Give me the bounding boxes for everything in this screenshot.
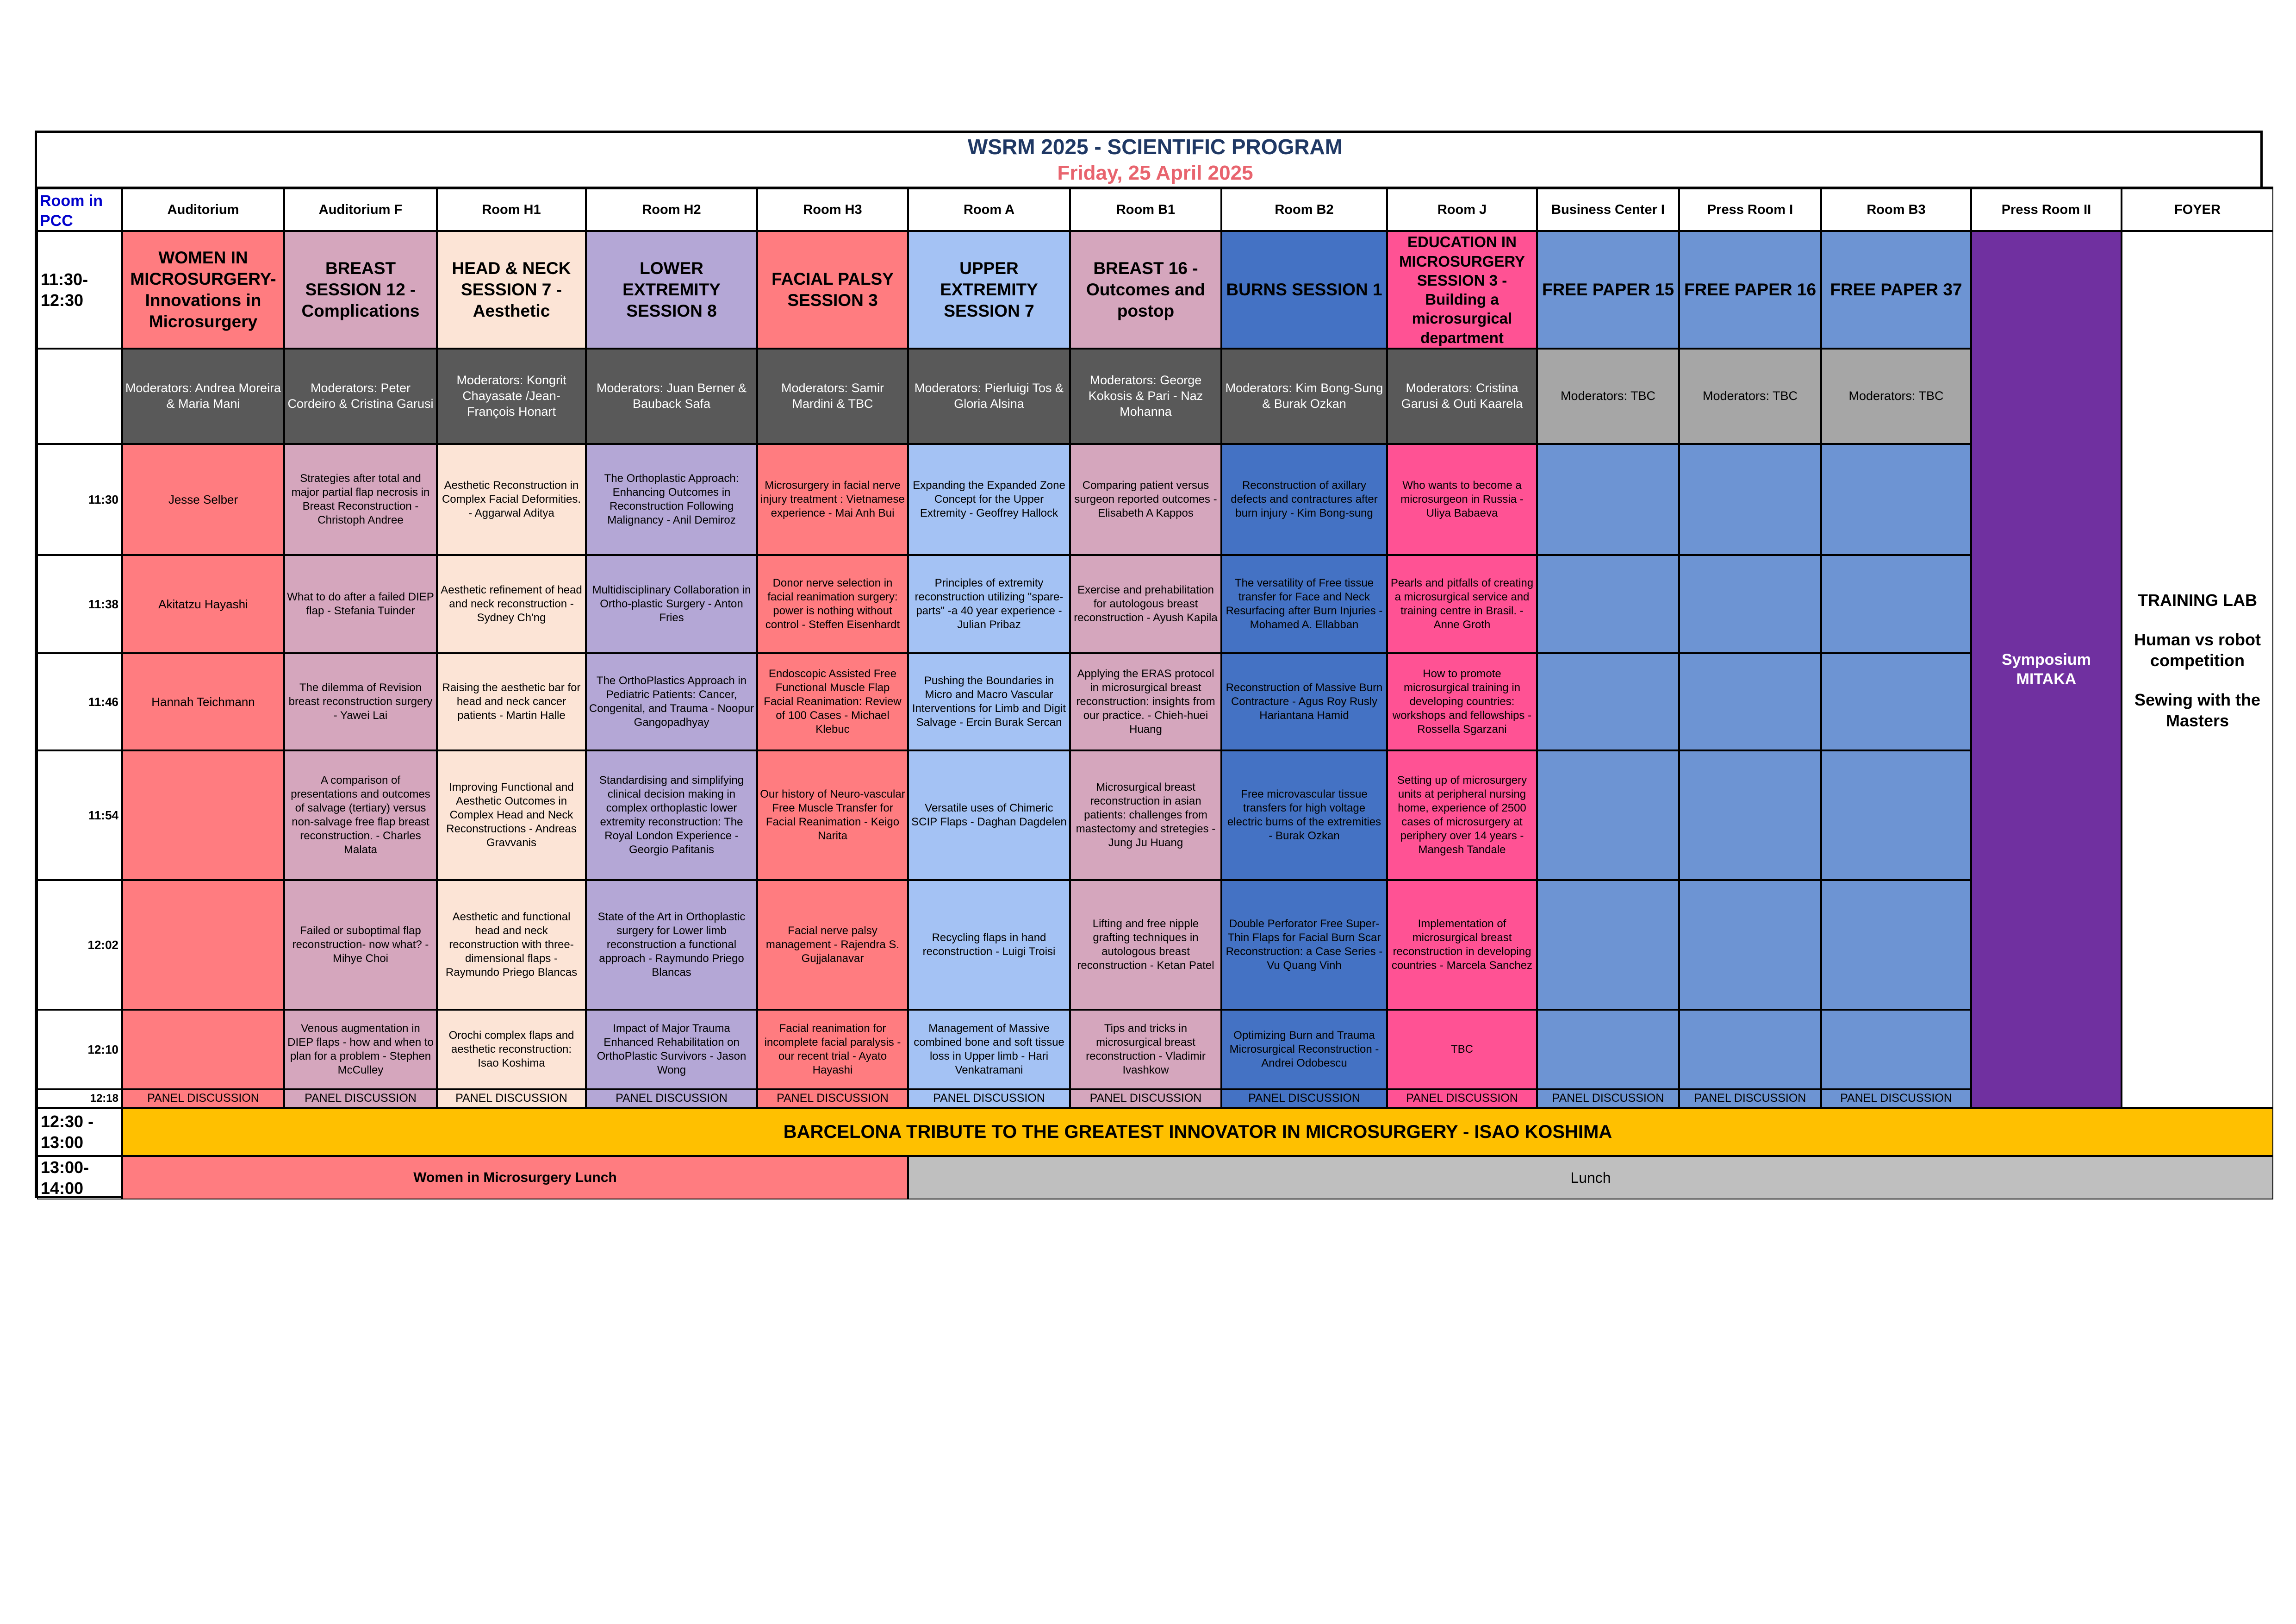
session-title: EDUCATION IN MICROSURGERY SESSION 3 - Building a microsurgical department	[1387, 231, 1537, 349]
room-header: Room H1	[437, 188, 586, 231]
moderators: Moderators: George Kokosis & Pari - Naz Mohanna	[1070, 349, 1221, 444]
panel-discussion: PANEL DISCUSSION	[437, 1089, 586, 1108]
talk	[1679, 653, 1821, 750]
talk: Tips and tricks in microsurgical breast reconstruction - Vladimir Ivashkow	[1070, 1010, 1221, 1089]
talk	[1537, 750, 1679, 880]
room-header: FOYER	[2122, 188, 2273, 231]
talk: Versatile uses of Chimeric SCIP Flaps - Daghan Dagdelen	[908, 750, 1070, 880]
panel-discussion: PANEL DISCUSSION	[1070, 1089, 1221, 1108]
talk: Endoscopic Assisted Free Functional Muscle Flap Facial Reanimation: Review of 100 Cases - Michael Klebuc	[757, 653, 908, 750]
talk: Optimizing Burn and Trauma Microsurgical Reconstruction - Andrei Odobescu	[1221, 1010, 1387, 1089]
foyer-training-lab	[2122, 231, 2273, 1108]
room-header: Auditorium F	[284, 188, 437, 231]
symposium-mitaka: Symposium MITAKA	[1971, 231, 2122, 1108]
talk: The versatility of Free tissue transfer for Face and Neck Resurfacing after Burn Injuries - Mohamed A. Ellabban	[1221, 555, 1387, 653]
talk: Strategies after total and major partial flap necrosis in Breast Reconstruction - Christoph Andree	[284, 444, 437, 555]
talk	[122, 880, 284, 1010]
talk: Free microvascular tissue transfers for high voltage electric burns of the extremities - Burak Ozkan	[1221, 750, 1387, 880]
talk: Orochi complex flaps and aesthetic reconstruction: Isao Koshima	[437, 1010, 586, 1089]
foyer-item: Human vs robot competition	[2134, 630, 2261, 670]
talk: Reconstruction of axillary defects and contractures after burn injury - Kim Bong-sung	[1221, 444, 1387, 555]
room-header: Room B3	[1821, 188, 1971, 231]
program-date: Friday, 25 April 2025	[1057, 162, 1253, 185]
session-title: LOWER EXTREMITY SESSION 8	[586, 231, 757, 349]
moderators: Moderators: Cristina Garusi & Outi Kaarela	[1387, 349, 1537, 444]
panel-discussion: PANEL DISCUSSION	[1387, 1089, 1537, 1108]
talk: Pushing the Boundaries in Micro and Macro Vascular Interventions for Limb and Digit Salvage - Ercin Burak Sercan	[908, 653, 1070, 750]
talk: Expanding the Expanded Zone Concept for the Upper Extremity - Geoffrey Hallock	[908, 444, 1070, 555]
talk	[1679, 750, 1821, 880]
talk: Impact of Major Trauma Enhanced Rehabilitation on OrthoPlastic Survivors - Jason Wong	[586, 1010, 757, 1089]
talk: A comparison of presentations and outcomes of salvage (tertiary) versus non-salvage free flap breast reconstruction. - Charles Malata	[284, 750, 437, 880]
talk-time: 12:02	[37, 880, 122, 1010]
talk	[1679, 880, 1821, 1010]
panel-discussion: PANEL DISCUSSION	[757, 1089, 908, 1108]
room-header: Room A	[908, 188, 1070, 231]
talk: Reconstruction of Massive Burn Contracture - Agus Roy Rusly Hariantana Hamid	[1221, 653, 1387, 750]
panel-discussion: PANEL DISCUSSION	[1537, 1089, 1679, 1108]
moderators: Moderators: Samir Mardini & TBC	[757, 349, 908, 444]
room-header: Press Room I	[1679, 188, 1821, 231]
talk-time: 11:46	[37, 653, 122, 750]
room-header: Room B2	[1221, 188, 1387, 231]
talk: Raising the aesthetic bar for head and neck cancer patients - Martin Halle	[437, 653, 586, 750]
panel-discussion: PANEL DISCUSSION	[908, 1089, 1070, 1108]
talk: Recycling flaps in hand reconstruction - Luigi Troisi	[908, 880, 1070, 1010]
moderators: Moderators: Juan Berner & Bauback Safa	[586, 349, 757, 444]
talk	[1679, 555, 1821, 653]
session-title: FREE PAPER 16	[1679, 231, 1821, 349]
talk: What to do after a failed DIEP flap - Stefania Tuinder	[284, 555, 437, 653]
talk: The OrthoPlastics Approach in Pediatric Patients: Cancer, Congenital, and Trauma - Noopur Gangopadhyay	[586, 653, 757, 750]
talk	[1537, 555, 1679, 653]
session-title: HEAD & NECK SESSION 7 - Aesthetic	[437, 231, 586, 349]
session-title: BREAST 16 - Outcomes and postop	[1070, 231, 1221, 349]
panel-discussion: PANEL DISCUSSION	[1221, 1089, 1387, 1108]
talk: Applying the ERAS protocol in microsurgical breast reconstruction: insights from our practice. - Chieh-huei Huang	[1070, 653, 1221, 750]
talk: Failed or suboptimal flap reconstruction- now what? - Mihye Choi	[284, 880, 437, 1010]
moderators: Moderators: Pierluigi Tos & Gloria Alsina	[908, 349, 1070, 444]
session-title: BURNS SESSION 1	[1221, 231, 1387, 349]
room-header: Room J	[1387, 188, 1537, 231]
moderators: Moderators: TBC	[1537, 349, 1679, 444]
talk-time: 11:38	[37, 555, 122, 653]
tribute-banner: BARCELONA TRIBUTE TO THE GREATEST INNOVATOR IN MICROSURGERY - ISAO KOSHIMA	[122, 1108, 2273, 1156]
session-title: FACIAL PALSY SESSION 3	[757, 231, 908, 349]
session-title: WOMEN IN MICROSURGERY- Innovations in Microsurgery	[122, 231, 284, 349]
program-header	[37, 133, 2273, 188]
talk: Our history of Neuro-vascular Free Muscle Transfer for Facial Reanimation - Keigo Narita	[757, 750, 908, 880]
talk: Microsurgical breast reconstruction in asian patients: challenges from mastectomy and stretegies - Jung Ju Huang	[1070, 750, 1221, 880]
talk: Pearls and pitfalls of creating a microsurgical service and training centre in Brasil. - Anne Groth	[1387, 555, 1537, 653]
talk: TBC	[1387, 1010, 1537, 1089]
talk-time: 12:18	[37, 1089, 122, 1108]
moderators-time-blank	[37, 349, 122, 444]
talk	[1821, 1010, 1971, 1089]
room-label: Room in PCC	[37, 188, 122, 231]
foyer-item: Sewing with the Masters	[2134, 690, 2260, 730]
program-grid	[35, 131, 2263, 1198]
moderators: Moderators: TBC	[1679, 349, 1821, 444]
talk: Aesthetic refinement of head and neck reconstruction - Sydney Ch'ng	[437, 555, 586, 653]
talk: Facial reanimation for incomplete facial paralysis - our recent trial - Ayato Hayashi	[757, 1010, 908, 1089]
room-header: Room H3	[757, 188, 908, 231]
talk: Lifting and free nipple grafting techniques in autologous breast reconstruction - Ketan Patel	[1070, 880, 1221, 1010]
session-title: UPPER EXTREMITY SESSION 7	[908, 231, 1070, 349]
talk: Aesthetic Reconstruction in Complex Facial Deformities. - Aggarwal Aditya	[437, 444, 586, 555]
talk-time: 11:54	[37, 750, 122, 880]
talk: Standardising and simplifying clinical decision making in complex orthoplastic lower extremity reconstruction: The Royal London Experience - Georgio Pafitanis	[586, 750, 757, 880]
tribute-time: 12:30 - 13:00	[37, 1108, 122, 1156]
page-title: WSRM 2025 - SCIENTIFIC PROGRAM	[967, 134, 1343, 159]
talk: Setting up of microsurgery units at peripheral nursing home, experience of 2500 cases of microsurgery at periphery over 14 years - Mangesh Tandale	[1387, 750, 1537, 880]
talk-time: 12:10	[37, 1010, 122, 1089]
moderators: Moderators: Andrea Moreira & Maria Mani	[122, 349, 284, 444]
moderators: Moderators: Kim Bong-Sung & Burak Ozkan	[1221, 349, 1387, 444]
moderators: Moderators: Peter Cordeiro & Cristina Garusi	[284, 349, 437, 444]
talk: Implementation of microsurgical breast reconstruction in developing countries - Marcela Sanchez	[1387, 880, 1537, 1010]
room-header: Room B1	[1070, 188, 1221, 231]
talk	[1537, 653, 1679, 750]
talk: Improving Functional and Aesthetic Outcomes in Complex Head and Neck Reconstructions - Andreas Gravvanis	[437, 750, 586, 880]
talk: The dilemma of Revision breast reconstruction surgery - Yawei Lai	[284, 653, 437, 750]
moderators: Moderators: Kongrit Chayasate /Jean-François Honart	[437, 349, 586, 444]
talk: Exercise and prehabilitation for autologous breast reconstruction - Ayush Kapila	[1070, 555, 1221, 653]
talk	[122, 750, 284, 880]
session-time: 11:30-12:30	[37, 231, 122, 349]
room-header: Room H2	[586, 188, 757, 231]
talk: Akitatzu Hayashi	[122, 555, 284, 653]
talk: Double Perforator Free Super-Thin Flaps for Facial Burn Scar Reconstruction: a Case Series - Vu Quang Vinh	[1221, 880, 1387, 1010]
talk: Hannah Teichmann	[122, 653, 284, 750]
talk	[1821, 444, 1971, 555]
talk: Aesthetic and functional head and neck reconstruction with three-dimensional flaps - Raymundo Priego Blancas	[437, 880, 586, 1010]
talk	[1537, 444, 1679, 555]
talk: Venous augmentation in DIEP flaps - how and when to plan for a problem - Stephen McCulley	[284, 1010, 437, 1089]
talk	[1821, 750, 1971, 880]
talk: How to promote microsurgical training in developing countries: workshops and fellowships - Rossella Sgarzani	[1387, 653, 1537, 750]
panel-discussion: PANEL DISCUSSION	[284, 1089, 437, 1108]
talk: The Orthoplastic Approach: Enhancing Outcomes in Reconstruction Following Malignancy - Anil Demiroz	[586, 444, 757, 555]
lunch: Lunch	[908, 1156, 2273, 1199]
talk: Comparing patient versus surgeon reported outcomes - Elisabeth A Kappos	[1070, 444, 1221, 555]
talk	[1537, 1010, 1679, 1089]
panel-discussion: PANEL DISCUSSION	[1821, 1089, 1971, 1108]
moderators: Moderators: TBC	[1821, 349, 1971, 444]
talk-time: 11:30	[37, 444, 122, 555]
talk: Jesse Selber	[122, 444, 284, 555]
women-lunch: Women in Microsurgery Lunch	[122, 1156, 908, 1199]
talk: Multidisciplinary Collaboration in Ortho-plastic Surgery - Anton Fries	[586, 555, 757, 653]
foyer-item: TRAINING LAB	[2138, 590, 2257, 610]
talk	[1679, 1010, 1821, 1089]
session-title: FREE PAPER 37	[1821, 231, 1971, 349]
session-title: BREAST SESSION 12 - Complications	[284, 231, 437, 349]
session-title: FREE PAPER 15	[1537, 231, 1679, 349]
talk	[1821, 653, 1971, 750]
talk: Facial nerve palsy management - Rajendra S. Gujjalanavar	[757, 880, 908, 1010]
talk: Principles of extremity reconstruction utilizing "spare-parts" -a 40 year experience - Julian Pribaz	[908, 555, 1070, 653]
talk: Donor nerve selection in facial reanimation surgery: power is nothing without control - Steffen Eisenhardt	[757, 555, 908, 653]
talk: Who wants to become a microsurgeon in Russia - Uliya Babaeva	[1387, 444, 1537, 555]
talk: State of the Art in Orthoplastic surgery for Lower limb reconstruction a functional approach - Raymundo Priego Blancas	[586, 880, 757, 1010]
talk: Microsurgery in facial nerve injury treatment : Vietnamese experience - Mai Anh Bui	[757, 444, 908, 555]
talk: Management of Massive combined bone and soft tissue loss in Upper limb - Hari Venkatramani	[908, 1010, 1070, 1089]
room-header: Press Room II	[1971, 188, 2122, 231]
talk	[122, 1010, 284, 1089]
panel-discussion: PANEL DISCUSSION	[586, 1089, 757, 1108]
lunch-time: 13:00- 14:00	[37, 1156, 122, 1199]
talk	[1821, 880, 1971, 1010]
talk	[1821, 555, 1971, 653]
talk	[1679, 444, 1821, 555]
room-header: Auditorium	[122, 188, 284, 231]
room-header: Business Center I	[1537, 188, 1679, 231]
panel-discussion: PANEL DISCUSSION	[122, 1089, 284, 1108]
talk	[1537, 880, 1679, 1010]
panel-discussion: PANEL DISCUSSION	[1679, 1089, 1821, 1108]
